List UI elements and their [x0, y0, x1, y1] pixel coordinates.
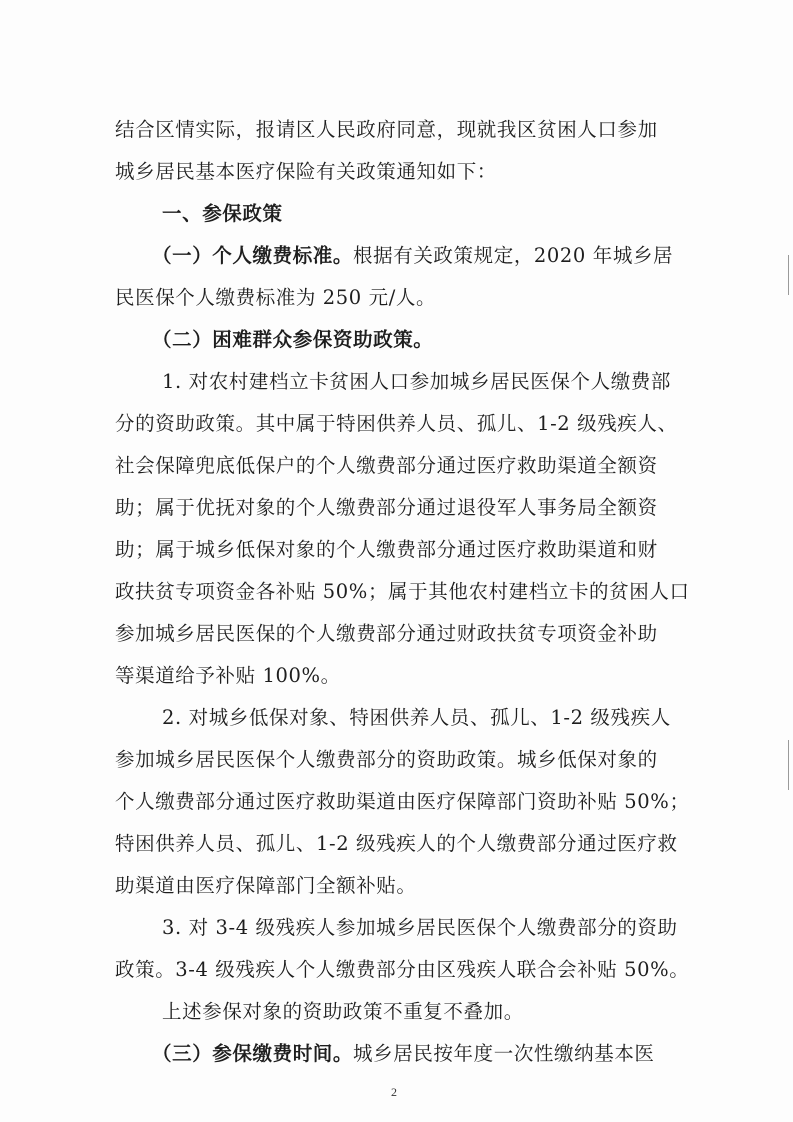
body-text-line: 助；属于优抚对象的个人缴费部分通过退役军人事务局全额资: [115, 496, 658, 519]
body-text: 根据有关政策规定，2020 年城乡居: [353, 244, 674, 267]
body-text-line: 特困供养人员、孤儿、1-2 级残疾人的个人缴费部分通过医疗救: [115, 832, 678, 855]
subsection-heading: （二）困难群众参保资助政策。: [152, 328, 434, 351]
body-text-line: 上述参保对象的资助政策不重复不叠加。: [162, 1000, 524, 1023]
body-text-line: 2. 对城乡低保对象、特困供养人员、孤儿、1-2 级残疾人: [162, 706, 671, 729]
subsection-heading: （一）个人缴费标准。: [152, 244, 354, 267]
scan-edge-mark: [788, 255, 789, 295]
body-text-line: 参加城乡居民医保个人缴费部分的资助政策。城乡低保对象的: [115, 748, 658, 771]
body-text-line: 社会保障兜底低保户的个人缴费部分通过医疗救助渠道全额资: [115, 454, 658, 477]
body-text-line: 分的资助政策。其中属于特困供养人员、孤儿、1-2 级残疾人、: [115, 412, 678, 435]
body-text-line: 民医保个人缴费标准为 250 元/人。: [115, 286, 437, 309]
body-text-line: 参加城乡居民医保的个人缴费部分通过财政扶贫专项资金补助: [115, 622, 658, 645]
paragraph-line: [152, 1041, 655, 1067]
body-text-line: 结合区情实际，报请区人民政府同意，现就我区贫困人口参加: [115, 118, 658, 141]
scan-edge-mark: [788, 740, 789, 790]
body-text-line: 3. 对 3-4 级残疾人参加城乡居民医保个人缴费部分的资助: [162, 916, 678, 939]
body-text-line: 助；属于城乡低保对象的个人缴费部分通过医疗救助渠道和财: [115, 538, 658, 561]
paragraph-line: [152, 243, 673, 269]
body-text-line: 助渠道由医疗保障部门全额补贴。: [115, 874, 417, 897]
body-text-line: 政策。3-4 级残疾人个人缴费部分由区残疾人联合会补贴 50%。: [115, 958, 690, 981]
body-text-line: 1. 对农村建档立卡贫困人口参加城乡居民医保个人缴费部: [162, 370, 672, 393]
body-text-line: 政扶贫专项资金各补贴 50%；属于其他农村建档立卡的贫困人口: [115, 580, 690, 603]
section-heading: 一、参保政策: [162, 202, 283, 225]
subsection-heading: （三）参保缴费时间。: [152, 1042, 354, 1065]
body-text-line: 城乡居民基本医疗保险有关政策通知如下：: [115, 160, 497, 183]
page-number: 2: [391, 1085, 397, 1099]
body-text-line: 等渠道给予补贴 100%。: [115, 664, 341, 687]
body-text-line: 个人缴费部分通过医疗救助渠道由医疗保障部门资助补贴 50%；: [115, 790, 690, 813]
body-text: 城乡居民按年度一次性缴纳基本医: [353, 1042, 655, 1065]
